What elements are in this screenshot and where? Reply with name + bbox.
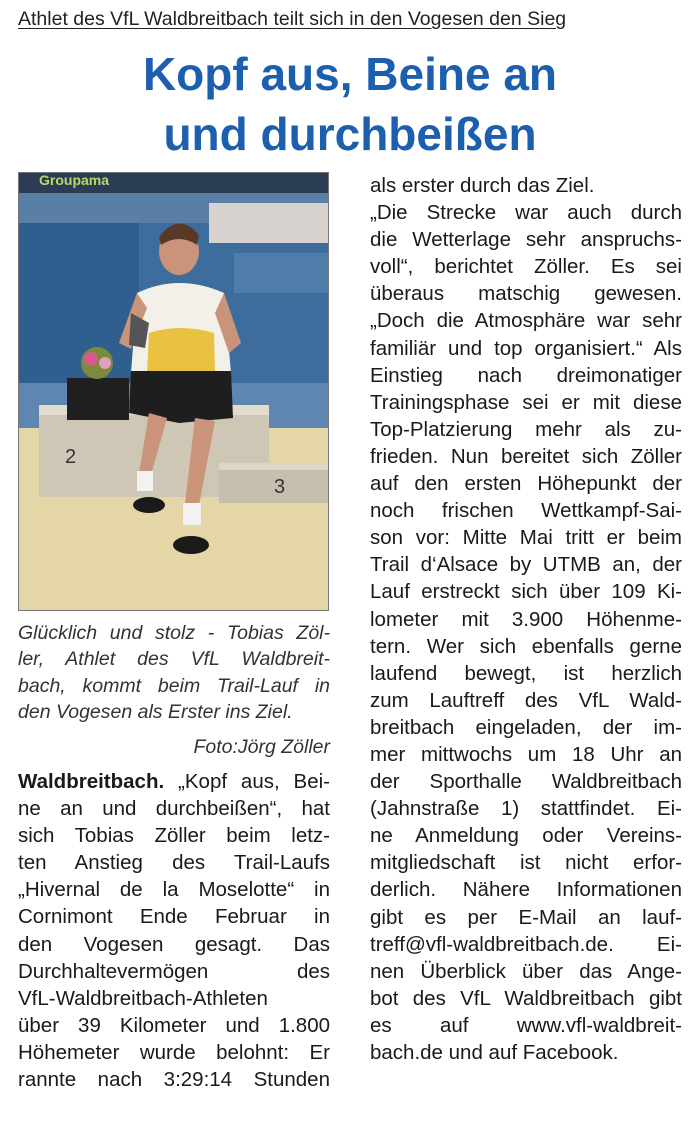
podium-number: 3 bbox=[274, 476, 286, 498]
body-line: als erster durch das Ziel. bbox=[370, 174, 595, 197]
body-line: der Sporthalle Waldbreitbach bbox=[370, 770, 682, 794]
podium-number: 2 bbox=[65, 446, 77, 468]
body-line: voll“, berichtet Zöller. Es sei bbox=[370, 255, 682, 279]
body-line: rannte nach 3:29:14 Stunden bbox=[18, 1068, 330, 1092]
body-line: bach.de und auf Facebook. bbox=[370, 1041, 619, 1064]
body-line: Höhemeter wurde belohnt: Er bbox=[18, 1040, 330, 1064]
body-line: „Hivernal de la Moselotte“ in bbox=[18, 878, 330, 902]
body-line: Cornimont Ende Februar in bbox=[18, 905, 330, 929]
caption-line: ler, Athlet des VfL Waldbreit- bbox=[18, 648, 330, 671]
photo-caption bbox=[18, 620, 330, 726]
body-line: frieden. Nun bereitet sich Zöller bbox=[370, 444, 682, 468]
body-line: tern. Wer sich ebenfalls gerne bbox=[370, 634, 682, 658]
body-line: sich Tobias Zöller beim letz- bbox=[18, 824, 330, 848]
body-line: familiär und top organisiert.“ Als bbox=[370, 336, 682, 360]
body-line: (Jahnstraße 1) stattfindet. Ei- bbox=[370, 797, 682, 821]
dateline: Waldbreitbach. bbox=[18, 770, 165, 793]
body-line: son vor: Mitte Mai tritt er beim bbox=[370, 526, 682, 550]
body-line: VfL-Waldbreitbach-Athleten bbox=[18, 986, 268, 1010]
body-line: über 39 Kilometer und 1.800 bbox=[18, 1013, 330, 1037]
body-column-left bbox=[18, 768, 330, 1093]
caption-line: bach, kommt beim Trail-Lauf in bbox=[18, 674, 330, 697]
body-line: gibt es per E-Mail an lauf- bbox=[370, 905, 682, 929]
body-line: Lauf erstreckt sich über 109 Ki- bbox=[370, 580, 682, 604]
body-line: lometer mit 3.900 Höhenme- bbox=[370, 607, 682, 631]
headline-line: und durchbeißen bbox=[163, 108, 537, 160]
photo-credit: Foto:Jörg Zöller bbox=[193, 736, 330, 758]
body-line: Einstieg nach dreimonatiger bbox=[370, 363, 682, 387]
body-line: nen Überblick über das Ange- bbox=[370, 959, 682, 983]
body-line: zum Lauftreff des VfL Wald- bbox=[370, 688, 682, 712]
body-line: es auf www.vfl-waldbreit- bbox=[370, 1013, 682, 1037]
body-line: „Die Strecke war auch durch bbox=[370, 201, 682, 225]
body-line: Trainingsphase sei er mit diese bbox=[370, 390, 682, 414]
body-line: Trail d‘Alsace by UTMB an, der bbox=[370, 553, 682, 577]
banner-text: Groupama bbox=[39, 173, 110, 188]
article-kicker: Athlet des VfL Waldbreitbach teilt sich in den Vogesen den Sieg bbox=[18, 8, 567, 30]
caption-line: den Vogesen als Erster ins Ziel. bbox=[18, 701, 293, 724]
body-line: ten Anstieg des Trail-Laufs bbox=[18, 851, 330, 875]
body-line: treff@vfl-waldbreitbach.de. Ei- bbox=[370, 932, 682, 956]
body-line: den Vogesen gesagt. Das bbox=[18, 932, 330, 956]
body-line: die Wetterlage sehr anspruchs- bbox=[370, 228, 682, 252]
body-line: mer mittwochs um 18 Uhr an bbox=[370, 742, 682, 766]
body-line: auf den ersten Höhepunkt der bbox=[370, 472, 682, 496]
body-line: Waldbreitbach. „Kopf aus, Bei- bbox=[18, 770, 330, 793]
body-line: ne Anmeldung oder Vereins- bbox=[370, 824, 682, 848]
body-line: überaus matschig gewesen. bbox=[370, 282, 682, 306]
headline-line: Kopf aus, Beine an bbox=[142, 48, 558, 100]
body-line: derlich. Nähere Informationen bbox=[370, 878, 682, 902]
article-headline bbox=[0, 44, 700, 164]
body-line: laufend bewegt, ist herzlich bbox=[370, 661, 682, 685]
body-line: Top-Platzierung mehr als zu- bbox=[370, 417, 682, 441]
body-line: noch frischen Wettkampf-Sai- bbox=[370, 499, 682, 523]
body-line: breitbach eingeladen, der im- bbox=[370, 715, 682, 739]
body-line: mitgliedschaft ist nicht erfor- bbox=[370, 851, 682, 875]
body-line: ne an und durchbeißen“, hat bbox=[18, 797, 330, 821]
body-column-right bbox=[370, 172, 682, 1066]
body-line: Durchhaltevermögen des bbox=[18, 959, 330, 983]
caption-line: Glücklich und stolz - Tobias Zöl- bbox=[18, 622, 330, 644]
article-photo bbox=[18, 172, 329, 611]
body-line: bot des VfL Waldbreitbach gibt bbox=[370, 986, 682, 1010]
body-line: „Doch die Atmosphäre war sehr bbox=[370, 309, 682, 333]
